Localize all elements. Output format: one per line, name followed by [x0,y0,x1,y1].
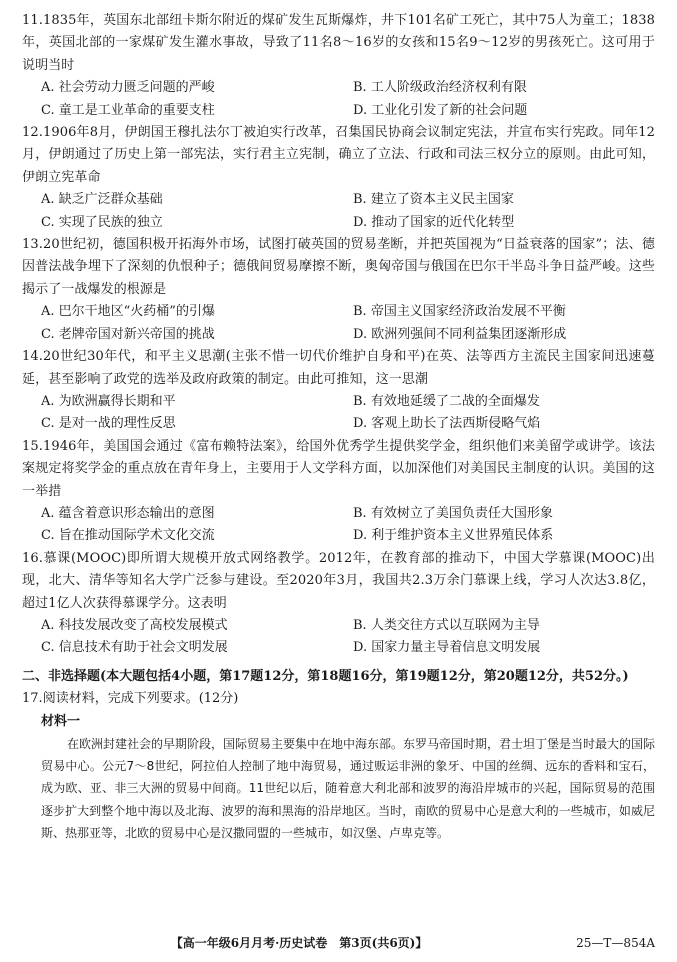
option-d: D. 客观上助长了法西斯侵略气焰 [353,416,541,432]
option-a: A. 科技发展改变了高校发展模式 [41,617,228,633]
option-a: A. 社会劳动力匮乏问题的严峻 [41,80,215,96]
option-d: D. 国家力量主导着信息文明发展 [353,640,541,656]
option-b: B. 有效树立了美国负责任大国形象 [353,505,553,521]
option-d: D. 推动了国家的近代化转型 [353,214,515,230]
question-number: 11. [22,13,43,28]
question-number: 15. [22,438,43,454]
question-number: 13. [22,237,43,253]
exam-code: 25—T—854A [576,935,655,950]
footer-title: 【高一年级6月月考·历史试卷 第3页(共6页)】 [170,936,428,950]
question-stem: 20世纪初，德国积极开拓海外市场，试图打破英国的贸易垄断，并把英国视为“日益衰落的国家”；法、德因普法战争埋下了深刻的仇恨种子；德俄间贸易摩擦不断，奥匈帝国与俄国在巴尔干半岛斗争日益严峻。这些揭示了一战爆发的根源是 [22,237,655,297]
option-c: C. 信息技术有助于社会文明发展 [41,640,228,656]
option-d: D. 利于维护资本主义世界殖民体系 [353,528,554,544]
options [22,301,655,346]
section-heading: 二、非选择题(本大题包括4小题，第17题12分，第18题16分，第19题12分，第20题12分，共52分。) [22,668,629,684]
option-d: D. 欧洲列强间不同利益集团逐渐形成 [353,326,567,342]
option-b: B. 工人阶级政治经济权利有限 [353,80,527,96]
options [22,391,655,436]
question-number: 14. [22,349,43,365]
option-d: D. 工业化引发了新的社会问题 [353,102,528,118]
option-c: C. 是对一战的理性反思 [41,416,176,432]
option-b: B. 有效地延缓了二战的全面爆发 [353,393,540,409]
page-footer [22,934,655,951]
options [22,503,655,548]
option-a: A. 蕴含着意识形态输出的意图 [41,505,215,521]
option-b: B. 人类交往方式以互联网为主导 [353,617,540,633]
option-a: A. 缺乏广泛群众基础 [41,192,163,208]
option-c: C. 旨在推动国际学术文化交流 [41,528,215,544]
question-13 [22,234,655,346]
question-stem: 20世纪30年代，和平主义思潮(主张不惜一切代价维护自身和平)在英、法等西方主流民主国家间迅速蔓延，甚至影响了政党的选举及政府政策的制定。由此可推知，这一思潮 [22,349,655,387]
question-12 [22,122,655,234]
question-11 [22,10,655,122]
question-stem: 1906年8月，伊朗国王穆扎法尔丁被迫实行改革，召集国民协商会议制定宪法，并宣布实行宪政。同年12月，伊朗通过了历史上第一部宪法，实行君主立宪制，确立了立法、行政和司法三权分立的原则。由此可知，伊朗立宪革命 [22,125,655,185]
question-15 [22,436,655,548]
question-number: 12. [22,125,43,141]
options [22,615,655,660]
material-label: 材料一 [41,713,81,729]
question-16 [22,548,655,660]
options [22,189,655,234]
question-stem: 慕课(MOOC)即所谓大规模开放式网络教学。2012年，在教育部的推动下，中国大学慕课(MOOC)出现，北大、清华等知名大学广泛参与建设。至2020年3月，我国共2.3万余门慕课上线，学习人次达3.8亿，超过1亿人次获得慕课学分。这表明 [22,550,655,611]
question-14 [22,346,655,436]
question-stem: 1835年，英国东北部纽卡斯尔附近的煤矿发生瓦斯爆炸，井下101名矿工死亡，其中75人为童工；1838年，英国北部的一家煤矿发生灌水事故，导致了11名8～16岁的女孩和15名9～12岁的男孩死亡。这可用于说明当时 [22,13,655,73]
question-stem: 1946年，美国国会通过《富布赖特法案》，给国外优秀学生提供奖学金，组织他们来美留学或讲学。该法案规定将奖学金的重点放在青年身上，主要用于人文学科方面，以加深他们对美国民主制度的认识。美国的这一举措 [22,438,655,499]
question-instruction: 阅读材料，完成下列要求。(12分) [42,691,239,707]
options [22,77,655,122]
question-number: 16. [22,550,43,566]
option-c: C. 童工是工业革命的重要支柱 [41,102,215,118]
option-a: A. 巴尔干地区“火药桶”的引爆 [41,304,215,320]
material-text: 在欧洲封建社会的早期阶段，国际贸易主要集中在地中海东部。东罗马帝国时期，君士坦丁堡是当时最大的国际贸易中心。公元7～8世纪，阿拉伯人控制了地中海贸易，通过贩运非洲的象牙、中国的丝绸、远东的香料和宝石，成为欧、亚、非三大洲的贸易中间商。11世纪以后，随着意大利北部和波罗的海沿岸城市的兴起，国际贸易的范围逐步扩大到整个地中海以及北海、波罗的海和黑海的沿岸地区。当时，南欧的贸易中心是意大利的一些城市，如威尼斯、热那亚等，北欧的贸易中心是汉撒同盟的一些城市，如汉堡、卢卑克等。 [41,737,656,840]
question-17 [22,688,655,710]
option-a: A. 为欧洲赢得长期和平 [41,393,176,409]
question-number: 17. [22,691,43,707]
option-b: B. 帝国主义国家经济政治发展不平衡 [353,304,566,320]
option-c: C. 实现了民族的独立 [41,214,163,230]
option-c: C. 老牌帝国对新兴帝国的挑战 [41,326,215,342]
option-b: B. 建立了资本主义民主国家 [353,192,514,208]
